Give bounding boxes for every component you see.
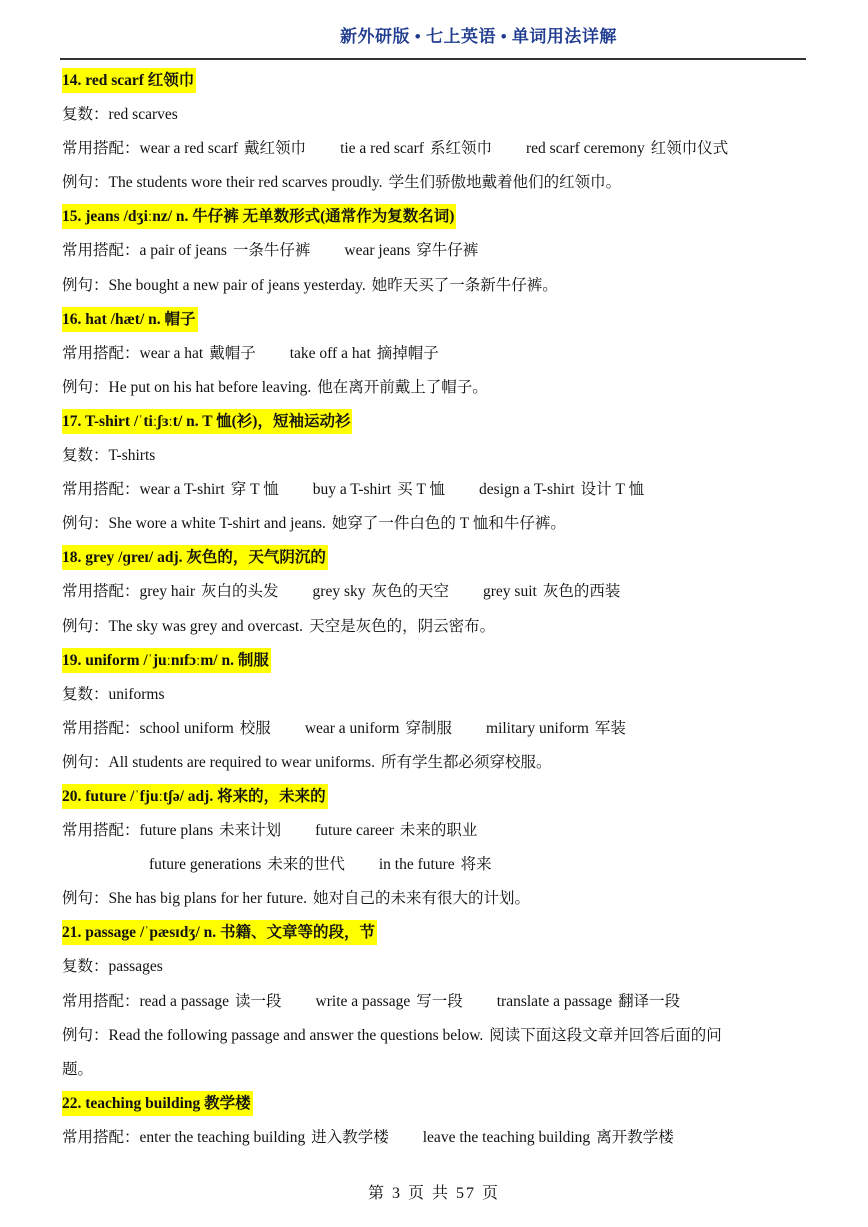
line-label: 常用搭配： [62, 140, 140, 158]
entry-heading-highlight: 14. red scarf 红领巾 [62, 68, 196, 93]
line-label: 复数： [62, 685, 109, 703]
footer-mid: 页 共 [407, 1185, 450, 1202]
entry-heading-highlight: 19. uniform /ˈjuːnɪfɔːm/ n. 制服 [62, 648, 271, 673]
chinese-text: 所有学生都必须穿校服。 [380, 753, 552, 771]
english-text: grey hair [139, 583, 196, 601]
chinese-text: 校服 [239, 719, 271, 737]
entry-line [62, 166, 808, 200]
chinese-text: 翻译一段 [618, 992, 681, 1010]
usage-segment [479, 473, 644, 507]
entry-title [62, 303, 808, 337]
usage-segment [109, 610, 496, 644]
page-total: 57 [456, 1185, 476, 1202]
entry-line [62, 269, 808, 303]
entry-title [62, 916, 808, 950]
english-text: wear a red scarf [139, 140, 239, 158]
entry-heading-highlight: 20. future /ˈfjuːtʃə/ adj. 将来的，未来的 [62, 784, 328, 809]
entry-line [62, 439, 808, 473]
english-text: tie a red scarf [340, 140, 424, 158]
chinese-text: 灰白的头发 [201, 583, 279, 601]
footer-prefix: 第 [367, 1185, 386, 1202]
usage-segment [140, 234, 311, 268]
chinese-text: 一条牛仔裤 [232, 242, 311, 260]
chinese-text: 写一段 [416, 992, 463, 1010]
entry-line [62, 610, 808, 644]
entry-line [62, 507, 808, 541]
english-text: She has big plans for her future. [108, 890, 307, 908]
english-text: read a passage [139, 992, 230, 1010]
entry-title [62, 405, 808, 439]
entry-line [62, 234, 808, 268]
entry-title [62, 541, 808, 575]
chinese-text: 她昨天买了一条新牛仔裤。 [371, 276, 558, 294]
entry-title [62, 64, 808, 98]
line-label: 常用搭配： [62, 992, 140, 1010]
usage-segment [305, 712, 452, 746]
page-number: 3 [391, 1185, 402, 1202]
usage-segment [109, 678, 165, 712]
entry-line [62, 814, 808, 848]
line-label: 例句： [62, 890, 109, 908]
english-text: a pair of jeans [139, 242, 227, 260]
chinese-text: 穿 T 恤 [230, 481, 279, 499]
english-text: wear jeans [344, 242, 411, 260]
entry-title [62, 644, 808, 678]
english-text: The sky was grey and overcast. [108, 617, 304, 635]
usage-segment [344, 234, 478, 268]
footer-suffix: 页 [482, 1185, 501, 1202]
english-text: wear a hat [139, 344, 204, 362]
line-label: 常用搭配： [62, 583, 140, 601]
chinese-text: 系红领巾 [429, 140, 492, 158]
english-text: Read the following passage and answer the questions below. [108, 1026, 484, 1044]
chinese-text: 学生们骄傲地戴着他们的红领巾。 [388, 174, 622, 192]
line-label: 例句： [62, 515, 109, 533]
line-label: 常用搭配： [62, 822, 140, 840]
line-label: 例句： [62, 276, 109, 294]
english-text: future plans [139, 822, 214, 840]
english-text: wear a uniform [304, 719, 400, 737]
line-label: 复数： [62, 958, 109, 976]
usage-segment [497, 985, 680, 1019]
usage-segment [313, 473, 445, 507]
english-text: in the future [378, 856, 455, 874]
document-title: 新外研版 • 七上英语 • 单词用法详解 [340, 27, 617, 46]
usage-segment [109, 439, 156, 473]
entry-line [62, 575, 808, 609]
chinese-text: 军装 [594, 719, 626, 737]
line-label: 常用搭配： [62, 344, 140, 362]
entry-line [62, 882, 808, 916]
usage-segment [315, 814, 477, 848]
usage-segment [140, 473, 279, 507]
chinese-text: 未来计划 [219, 822, 282, 840]
english-text: write a passage [315, 992, 411, 1010]
entry-line [62, 473, 808, 507]
chinese-text: 买 T 恤 [397, 481, 446, 499]
entry-heading-highlight: 22. teaching building 教学楼 [62, 1091, 253, 1116]
chinese-text: 设计 T 恤 [580, 481, 645, 499]
chinese-text: 他在离开前戴上了帽子。 [317, 378, 488, 396]
chinese-text: 天空是灰色的，阴云密布。 [309, 617, 496, 635]
entry-line [62, 746, 808, 780]
usage-segment [340, 132, 492, 166]
chinese-text: 阅读下面这段文章并回答后面的问 [489, 1026, 722, 1044]
english-text: wear a T-shirt [139, 481, 225, 499]
usage-segment [109, 98, 178, 132]
line-label: 复数： [62, 106, 109, 124]
english-text: She bought a new pair of jeans yesterday. [108, 276, 366, 294]
english-text: military uniform [486, 719, 589, 737]
entry-line [62, 848, 808, 882]
usage-segment [140, 575, 279, 609]
chinese-text: 未来的世代 [267, 856, 345, 874]
english-text: grey suit [483, 583, 537, 601]
entry-line [62, 712, 808, 746]
usage-segment [149, 848, 345, 882]
chinese-text: 红领巾仪式 [650, 140, 729, 158]
usage-segment [486, 712, 626, 746]
usage-segment [483, 575, 620, 609]
entry-heading-highlight: 16. hat /hæt/ n. 帽子 [62, 307, 198, 332]
chinese-text: 摘掉帽子 [376, 344, 439, 362]
english-text: The students wore their red scarves proudly. [108, 174, 383, 192]
entry-line [62, 337, 808, 371]
chinese-text: 离开教学楼 [596, 1128, 674, 1146]
line-label: 常用搭配： [62, 242, 140, 260]
chinese-text: 她对自己的未来有很大的计划。 [312, 890, 530, 908]
english-text: take off a hat [289, 344, 371, 362]
chinese-text: 戴红领巾 [244, 140, 307, 158]
chinese-text: 穿牛仔裤 [416, 242, 479, 260]
entry-heading-highlight: 17. T-shirt /ˈtiːʃɜːt/ n. T 恤(衫)，短袖运动衫 [62, 409, 352, 434]
usage-segment [313, 575, 449, 609]
line-label: 例句： [62, 617, 109, 635]
entry-heading-highlight: 15. jeans /dʒiːnz/ n. 牛仔裤 无单数形式(通常作为复数名词) [62, 204, 456, 229]
english-text: He put on his hat before leaving. [108, 378, 312, 396]
usage-segment [109, 882, 530, 916]
english-text: All students are required to wear uniforms. [108, 753, 375, 771]
entry-line [62, 950, 808, 984]
usage-segment [423, 1121, 674, 1155]
chinese-text: 未来的职业 [399, 822, 478, 840]
usage-segment [140, 1121, 389, 1155]
usage-segment [140, 132, 307, 166]
line-label: 例句： [62, 1026, 109, 1044]
line-label: 例句： [62, 378, 109, 396]
usage-segment [109, 950, 163, 984]
usage-segment [109, 507, 566, 541]
english-text: She wore a white T-shirt and jeans. [108, 515, 326, 533]
english-text: translate a passage [496, 992, 613, 1010]
english-text: buy a T-shirt [312, 481, 392, 499]
usage-segment [526, 132, 728, 166]
line-label: 常用搭配： [62, 719, 140, 737]
chinese-text: 她穿了一件白色的 T 恤和牛仔裤。 [331, 515, 566, 533]
entry-line [62, 1019, 808, 1053]
chinese-text: 灰色的天空 [371, 583, 450, 601]
usage-segment [109, 746, 552, 780]
english-text: design a T-shirt [479, 481, 575, 499]
entry-line [62, 98, 808, 132]
usage-segment [140, 985, 282, 1019]
chinese-text: 题。 [62, 1060, 94, 1078]
entry-line [62, 132, 808, 166]
usage-segment [62, 1053, 93, 1087]
english-text: enter the teaching building [139, 1128, 306, 1146]
chinese-text: 穿制服 [405, 719, 453, 737]
chinese-text: 读一段 [235, 992, 282, 1010]
usage-segment [140, 337, 256, 371]
english-text: leave the teaching building [422, 1128, 591, 1146]
english-text: future career [315, 822, 394, 840]
usage-segment [109, 166, 622, 200]
english-text: red scarf ceremony [525, 140, 645, 158]
usage-segment [140, 814, 282, 848]
entry-line [62, 1053, 808, 1087]
usage-segment [290, 337, 439, 371]
usage-segment [109, 371, 488, 405]
english-text: grey sky [312, 583, 366, 601]
page-footer [0, 1180, 868, 1203]
english-text: passages [108, 958, 163, 976]
line-label: 例句： [62, 174, 109, 192]
entry-title [62, 1087, 808, 1121]
header-divider [60, 58, 806, 60]
usage-segment [316, 985, 463, 1019]
usage-segment [109, 1019, 722, 1053]
line-label: 常用搭配： [62, 1128, 140, 1146]
entry-title [62, 200, 808, 234]
usage-segment [379, 848, 492, 882]
chinese-text: 灰色的西装 [542, 583, 621, 601]
chinese-text: 戴帽子 [209, 344, 256, 362]
english-text: uniforms [108, 685, 165, 703]
chinese-text: 进入教学楼 [311, 1128, 389, 1146]
chinese-text: 将来 [460, 856, 492, 874]
english-text: T-shirts [108, 447, 156, 465]
english-text: school uniform [139, 719, 234, 737]
line-label: 复数： [62, 447, 109, 465]
entry-heading-highlight: 18. grey /ɡreɪ/ adj. 灰色的，天气阴沉的 [62, 545, 328, 570]
usage-segment [140, 712, 271, 746]
line-label: 常用搭配： [62, 481, 140, 499]
english-text: future generations [149, 856, 262, 874]
entry-line [62, 678, 808, 712]
entry-title [62, 780, 808, 814]
entry-heading-highlight: 21. passage /ˈpæsɪdʒ/ n. 书籍、文章等的段，节 [62, 920, 377, 945]
entry-line [62, 985, 808, 1019]
line-label: 例句： [62, 753, 109, 771]
english-text: red scarves [108, 106, 178, 124]
entry-line [62, 371, 808, 405]
vocabulary-list [62, 64, 808, 1155]
entry-line [62, 1121, 808, 1155]
usage-segment [109, 269, 558, 303]
